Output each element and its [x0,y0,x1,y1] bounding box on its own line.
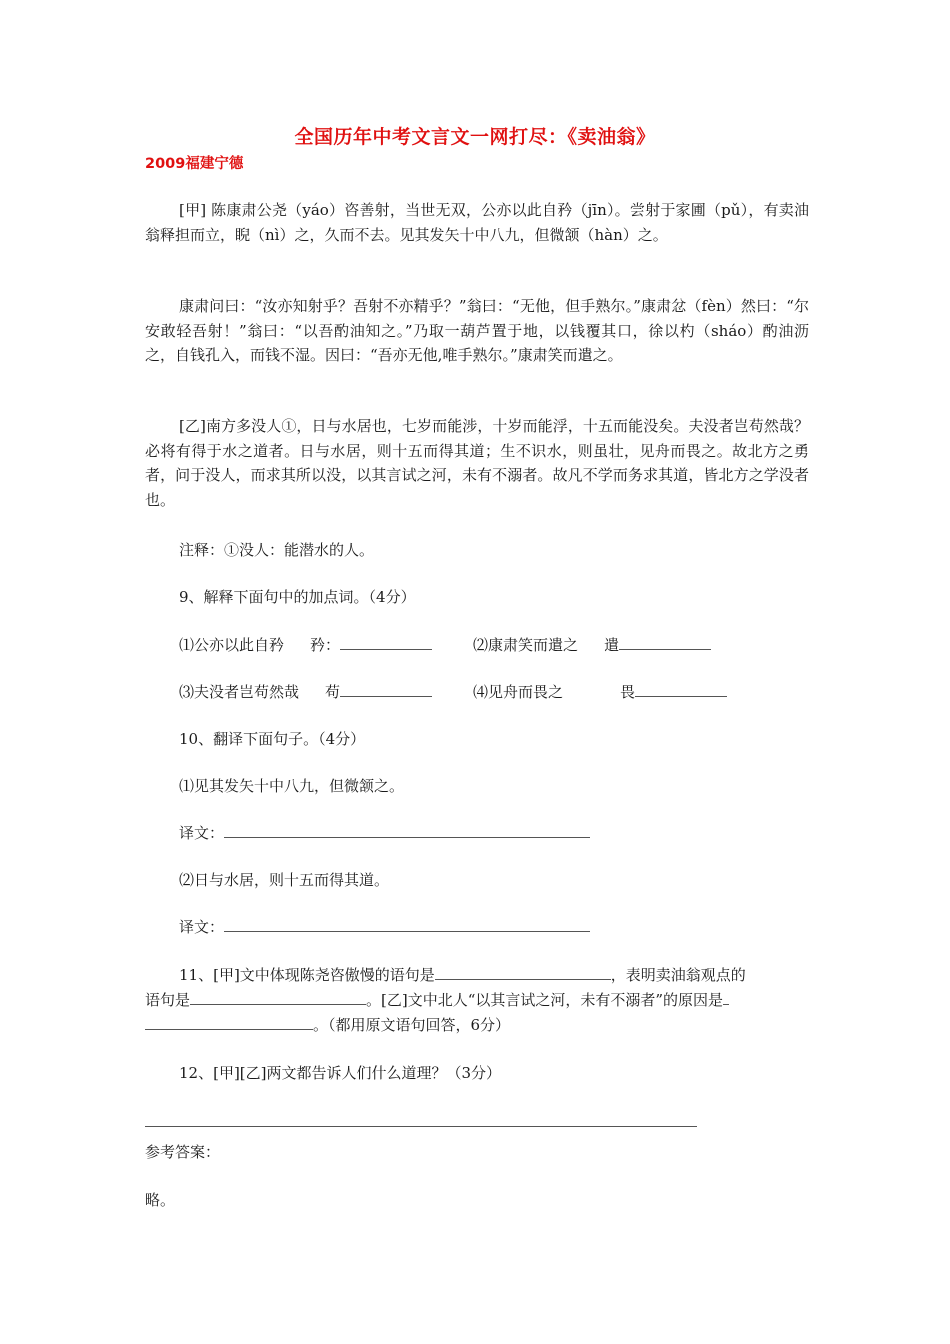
q10-translation-2-label: 译文： [179,918,225,936]
answer-line[interactable] [145,1126,697,1127]
q9-item-1-answer-blank[interactable] [340,633,432,650]
q9-item-2 [473,633,711,657]
q9-item-4-sentence: ⑷见舟而畏之 [473,683,564,701]
question-10-heading: 10、翻译下面句子。（4分） [179,730,366,748]
q11-blank-3[interactable] [145,1013,313,1030]
q11-part-1: 11、[甲]文中体现陈尧咨傲慢的语句是 [179,966,435,984]
q11-blank-2[interactable] [190,988,366,1005]
q9-item-2-word: 遣 [604,636,620,654]
q9-item-2-answer-blank[interactable] [619,633,711,650]
q9-item-3-sentence: ⑶夫没者岂苟然哉 [179,683,300,701]
passage-b-paragraph: [乙]南方多没人①，日与水居也，七岁而能涉，十岁而能浮，十五而能没矣。夫没者岂苟然哉？必将有得于水之道者。日与水居，则十五而得其道；生不识水，则虽壮，见舟而畏之。故北方之勇者，问于没人，而求其所以没，以其言试之河，未有不溺者。故凡不学而务求其道，皆北方之学没者也。 [145,417,809,509]
q10-translation-1-blank[interactable] [224,821,590,838]
q9-item-2-sentence: ⑵康肃笑而遣之 [473,636,579,654]
q9-item-4-answer-blank[interactable] [635,680,727,697]
q11-blank-3-start [723,988,729,1005]
passage-a-paragraph-2: 康肃问曰：“汝亦知射乎？吾射不亦精乎？”翁曰：“无他，但手熟尔。”康肃忿（fèn）然曰：“尔安敢轻吾射！”翁曰：“以吾酌油知之。”乃取一葫芦置于地，以钱覆其口，徐以杓（sháo）酌油沥之，自钱孔入，而钱不湿。因曰：“吾亦无他,唯手熟尔。”康肃笑而遣之。 [145,297,809,364]
page-title: 全国历年中考文言文一网打尽：《卖油翁》 [294,126,656,148]
q10-translation-2-blank[interactable] [224,915,590,932]
q10-sentence-1: ⑴见其发矢十中八九，但微颔之。 [179,777,405,795]
q10-translation-1 [179,821,590,845]
q10-translation-1-label: 译文： [179,824,225,842]
question-12: 12、[甲][乙]两文都告诉人们什么道理？（3分） [179,1064,502,1082]
annotation-note: 注释：①没人：能潜水的人。 [179,541,375,559]
q11-line-2 [145,988,729,1012]
answer-label: 参考答案： [145,1143,221,1161]
q11-part-2-start: ，表明卖油翁观点的 [610,966,746,984]
q11-part-2-end: 语句是 [145,991,191,1009]
q11-line-3 [145,1013,510,1037]
q9-item-1-sentence: ⑴公亦以此自矜 [179,636,285,654]
q11-part-4: 。（都用原文语句回答，6分） [313,1016,511,1034]
q10-translation-2 [179,915,590,939]
q11-part-3: 。[乙]文中北人“以其言试之河，未有不溺者”的原因是 [366,991,724,1009]
q9-item-1 [179,633,432,657]
q9-item-3-answer-blank[interactable] [340,680,432,697]
source-subtitle: 2009福建宁德 [145,156,244,172]
q11-line-1 [179,963,746,987]
q9-item-1-word: 矜： [310,636,341,654]
q9-item-3 [179,680,432,704]
passage-a-paragraph-1: [甲] 陈康肃公尧（yáo）咨善射，当世无双，公亦以此自矜（jīn）。尝射于家圃（pǔ），有卖油翁释担而立，睨（nì）之，久而不去。见其发矢十中八九，但微颔（hàn）之。 [145,201,809,244]
q10-sentence-2: ⑵日与水居，则十五而得其道。 [179,871,390,889]
q11-blank-1[interactable] [435,963,611,980]
q9-item-3-word: 苟 [325,683,341,701]
q9-item-4 [473,680,727,704]
question-9-heading: 9、解释下面句中的加点词。（4分） [179,588,416,606]
answer-text: 略。 [145,1191,176,1209]
q9-item-4-word: 畏 [620,683,636,701]
